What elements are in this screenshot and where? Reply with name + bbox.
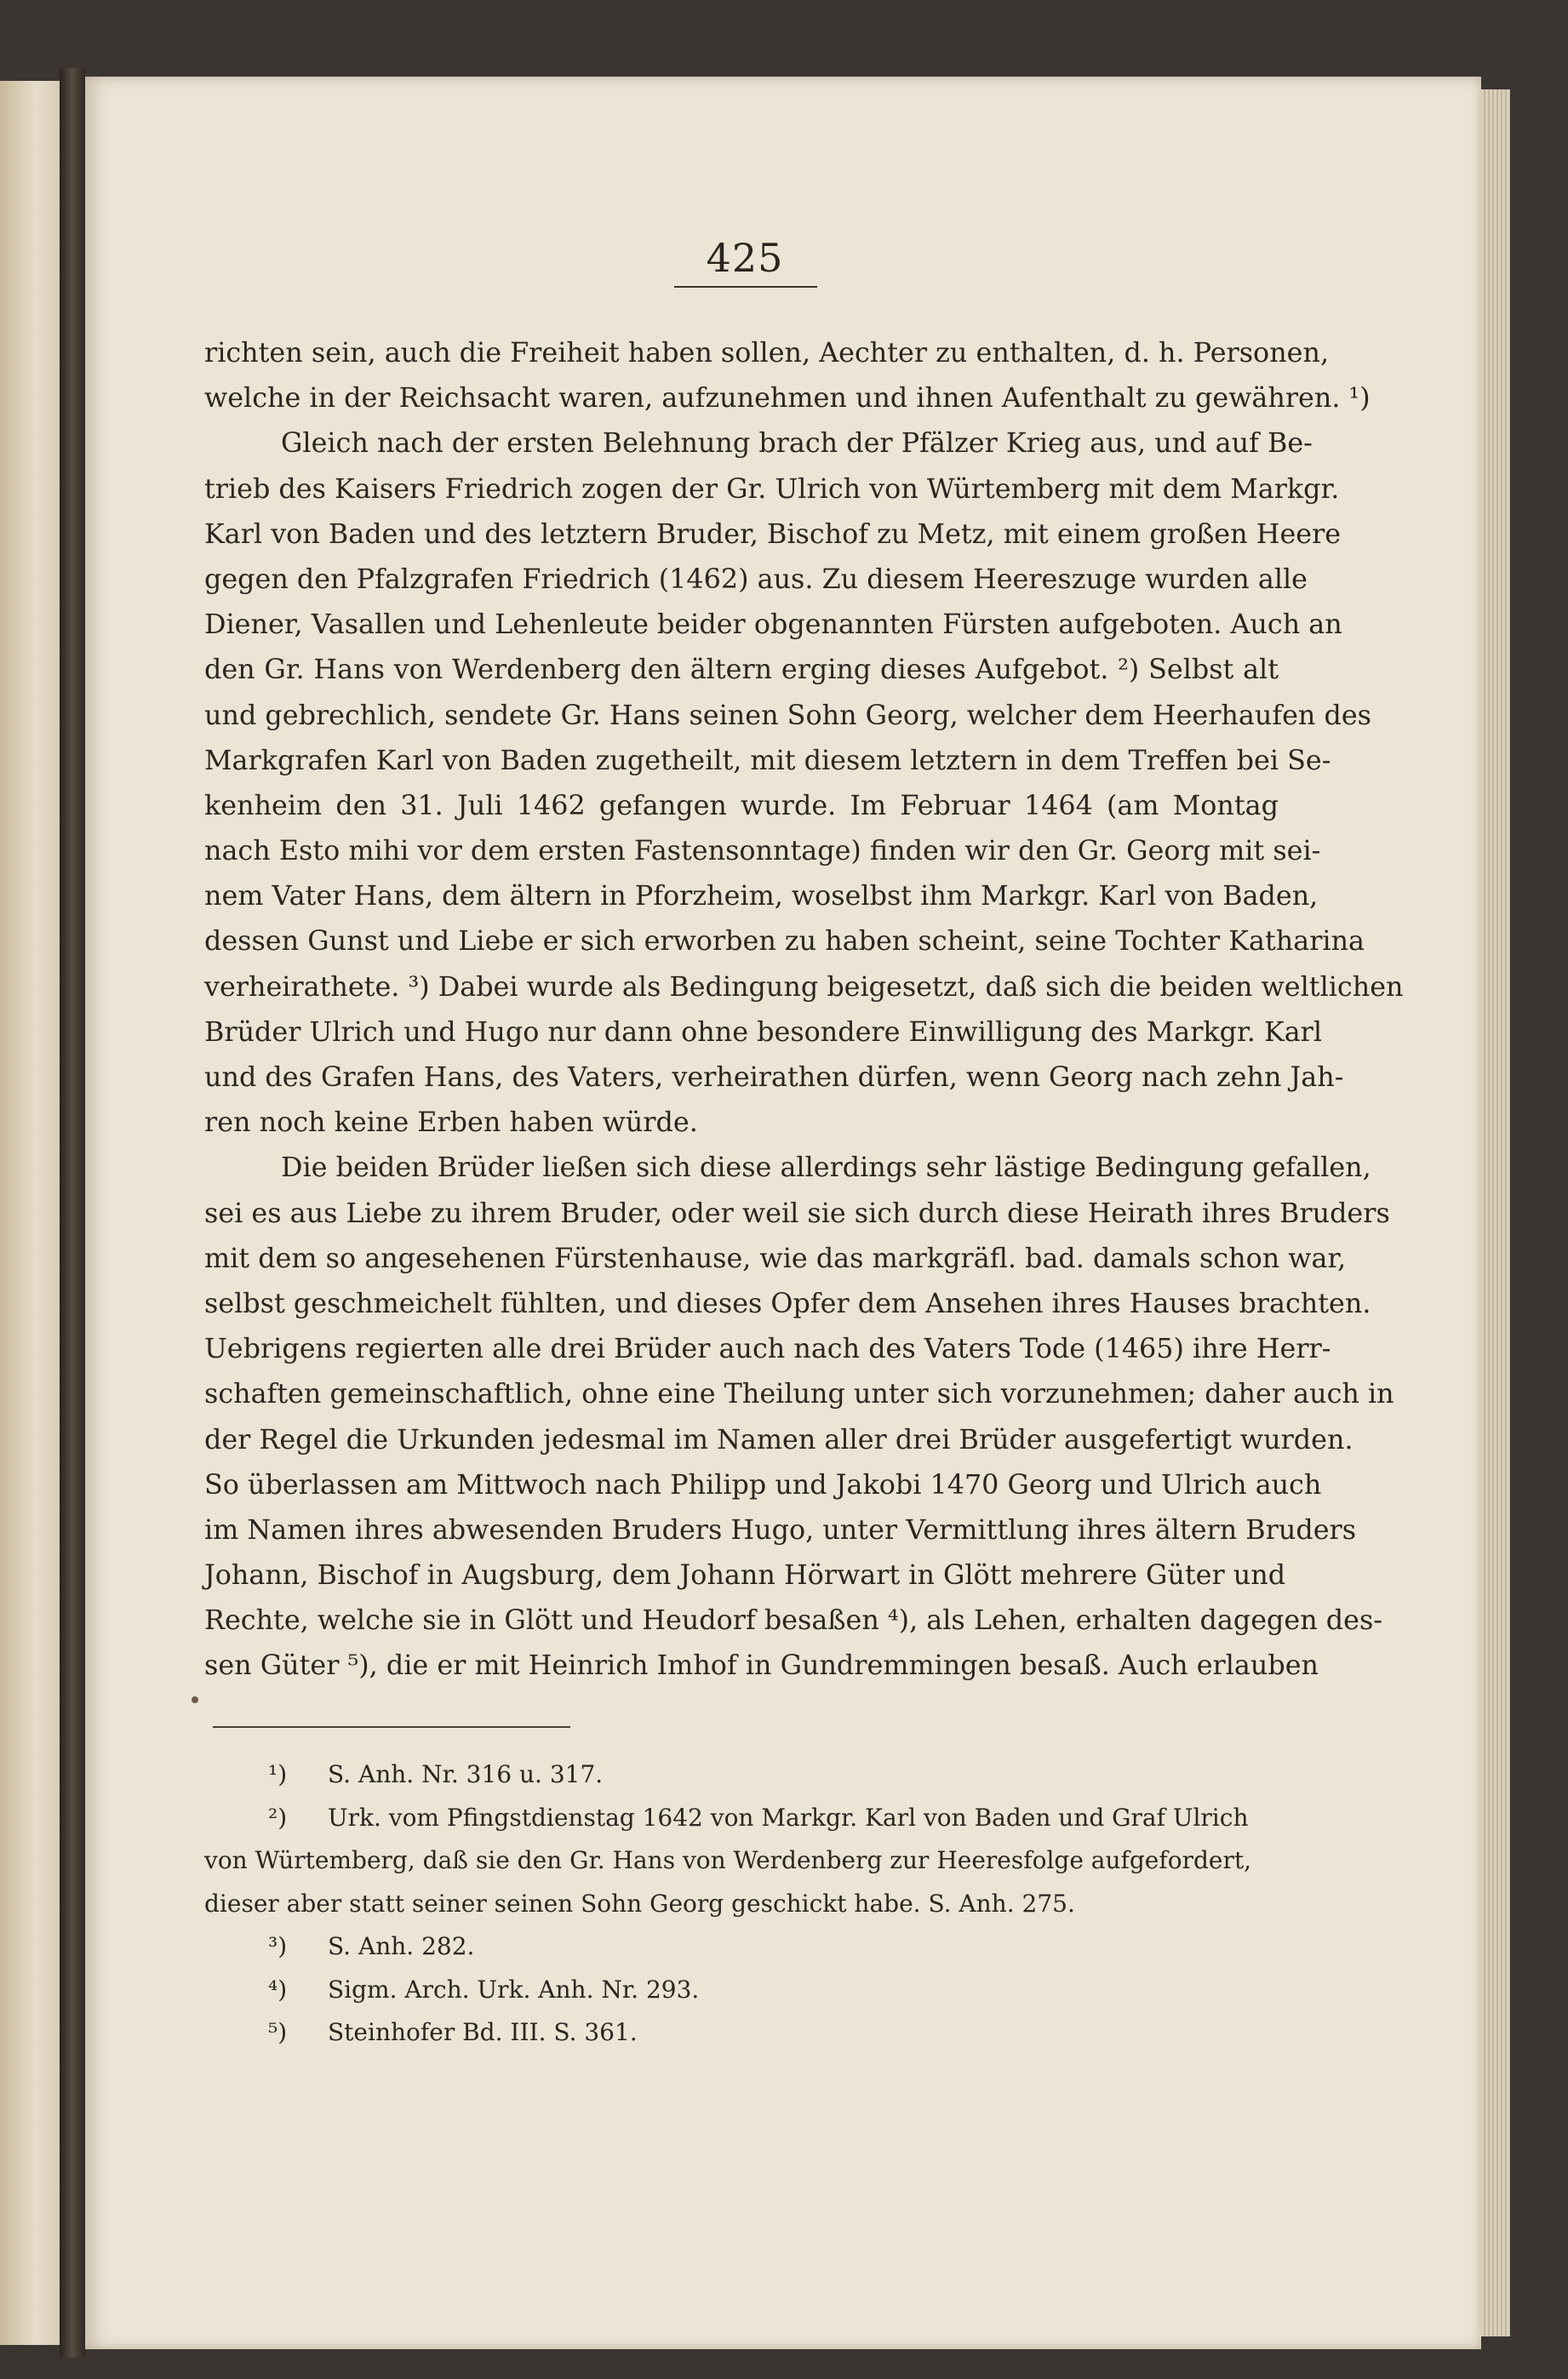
footnote-text: Sigm. Arch. Urk. Anh. Nr. 293. xyxy=(328,1975,700,2004)
text-line: gegen den Pfalzgrafen Friedrich (1462) aus. Zu diesem Heereszuge wurden alle xyxy=(204,563,1308,595)
footnote-5 xyxy=(204,2011,1279,2055)
text-line: im Namen ihres abwesenden Bruders Hugo, unter Vermittlung ihres ältern Bruders xyxy=(204,1513,1357,1546)
footnote-2 xyxy=(204,1797,1279,1840)
footnote-2-cont xyxy=(204,1883,1279,1926)
body-text xyxy=(204,330,1404,1689)
text-line: richten sein, auch die Freiheit haben sollen, Aechter zu enthalten, d. h. Personen, xyxy=(204,337,1330,369)
text-line: und gebrechlich, sendete Gr. Hans seinen Sohn Georg, welcher dem Heerhaufen des xyxy=(204,699,1371,731)
text-line: nach Esto mihi vor dem ersten Fastensonntage) finden wir den Gr. Georg mit sei- xyxy=(204,835,1321,867)
text-line: Gleich nach der ersten Belehnung brach der Pfälzer Krieg aus, und auf Be- xyxy=(281,427,1313,460)
text-line: welche in der Reichsacht waren, aufzunehmen und ihnen Aufenthalt zu gewähren. ¹) xyxy=(204,382,1371,415)
text-line: ren noch keine Erben haben würde. xyxy=(204,1107,698,1139)
text-line: Johann, Bischof in Augsburg, dem Johann Hörwart in Glött mehrere Güter und xyxy=(204,1559,1286,1592)
left-page-edge xyxy=(0,81,60,2345)
text-line: und des Grafen Hans, des Vaters, verheirathen dürfen, wenn Georg nach zehn Jah- xyxy=(204,1061,1344,1093)
footnotes xyxy=(204,1753,1279,2055)
ink-dot xyxy=(192,1696,198,1703)
text-line: der Regel die Urkunden jedesmal im Namen aller drei Brüder ausgefertigt wurden. xyxy=(204,1423,1353,1455)
footnote-mark: ³) xyxy=(268,1932,288,1960)
text-line: Die beiden Brüder ließen sich diese allerdings sehr lästige Bedingung gefallen, xyxy=(281,1152,1371,1184)
text-line: sen Güter ⁵), die er mit Heinrich Imhof in Gundremmingen besaß. Auch erlauben xyxy=(204,1650,1319,1682)
text-line: Uebrigens regierten alle drei Brüder auch nach des Vaters Tode (1465) ihre Herr- xyxy=(204,1333,1331,1365)
text-line: den Gr. Hans von Werdenberg den ältern erging dieses Aufgebot. ²) Selbst alt xyxy=(204,654,1279,686)
text-line: Diener, Vasallen und Lehenleute beider obgenannten Fürsten aufgeboten. Auch an xyxy=(204,609,1342,641)
footnote-mark: ²) xyxy=(268,1803,288,1832)
footnote-4 xyxy=(204,1969,1279,2012)
footnote-text: Steinhofer Bd. III. S. 361. xyxy=(328,2018,638,2046)
footnote-text: S. Anh. Nr. 316 u. 317. xyxy=(328,1760,604,1788)
text-line: Markgrafen Karl von Baden zugetheilt, mit diesem letztern in dem Treffen bei Se- xyxy=(204,744,1331,776)
text-line: nem Vater Hans, dem ältern in Pforzheim, woselbst ihm Markgr. Karl von Baden, xyxy=(204,880,1319,912)
text-line: sei es aus Liebe zu ihrem Bruder, oder weil sie sich durch diese Heirath ihres Bruders xyxy=(204,1197,1390,1229)
text-line: Karl von Baden und des letztern Bruder, Bischof zu Metz, mit einem großen Heere xyxy=(204,518,1342,550)
text-line: kenheim den 31. Juli 1462 gefangen wurde. Im Februar 1464 (am Montag xyxy=(204,789,1279,821)
footnote-mark: ⁴) xyxy=(268,1975,288,2004)
footnote-1 xyxy=(204,1753,1279,1797)
page-number: 425 xyxy=(706,235,784,281)
text-line: trieb des Kaisers Friedrich zogen der Gr. Ulrich von Würtemberg mit dem Markgr. xyxy=(204,472,1340,505)
text-line: mit dem so angesehenen Fürstenhause, wie das markgräfl. bad. damals schon war, xyxy=(204,1242,1347,1274)
text-line: verheirathete. ³) Dabei wurde als Bedingung beigesetzt, daß sich die beiden weltlichen xyxy=(204,970,1404,1003)
text-line: selbst geschmeichelt fühlten, und dieses Opfer dem Ansehen ihres Hauses brachten. xyxy=(204,1287,1371,1319)
footnote-text: S. Anh. 282. xyxy=(328,1932,475,1960)
header-rule xyxy=(674,286,817,288)
footnote-3 xyxy=(204,1925,1279,1969)
footnote-text: von Würtemberg, daß sie den Gr. Hans von Werdenberg zur Heeresfolge aufgefordert, xyxy=(204,1846,1252,1874)
text-line: Rechte, welche sie in Glött und Heudorf besaßen ⁴), als Lehen, erhalten dagegen des- xyxy=(204,1604,1383,1637)
text-line: dessen Gunst und Liebe er sich erworben zu haben scheint, seine Tochter Katharina xyxy=(204,925,1365,958)
footnote-text: Urk. vom Pfingstdienstag 1642 von Markgr. Karl von Baden und Graf Ulrich xyxy=(328,1803,1249,1832)
footnote-rule xyxy=(213,1726,570,1728)
footnote-mark: ¹) xyxy=(268,1760,288,1788)
page-stack-edge xyxy=(1481,89,1510,2336)
text-line: schaften gemeinschaftlich, ohne eine Theilung unter sich vorzunehmen; daher auch in xyxy=(204,1378,1394,1410)
text-line: So überlassen am Mittwoch nach Philipp und Jakobi 1470 Georg und Ulrich auch xyxy=(204,1468,1322,1501)
footnote-text: dieser aber statt seiner seinen Sohn Georg geschickt habe. S. Anh. 275. xyxy=(204,1889,1075,1918)
footnote-2-cont xyxy=(204,1839,1279,1883)
footnote-mark: ⁵) xyxy=(268,2018,288,2046)
book-binding xyxy=(60,68,85,2358)
text-line: Brüder Ulrich und Hugo nur dann ohne besondere Einwilligung des Markgr. Karl xyxy=(204,1015,1323,1048)
